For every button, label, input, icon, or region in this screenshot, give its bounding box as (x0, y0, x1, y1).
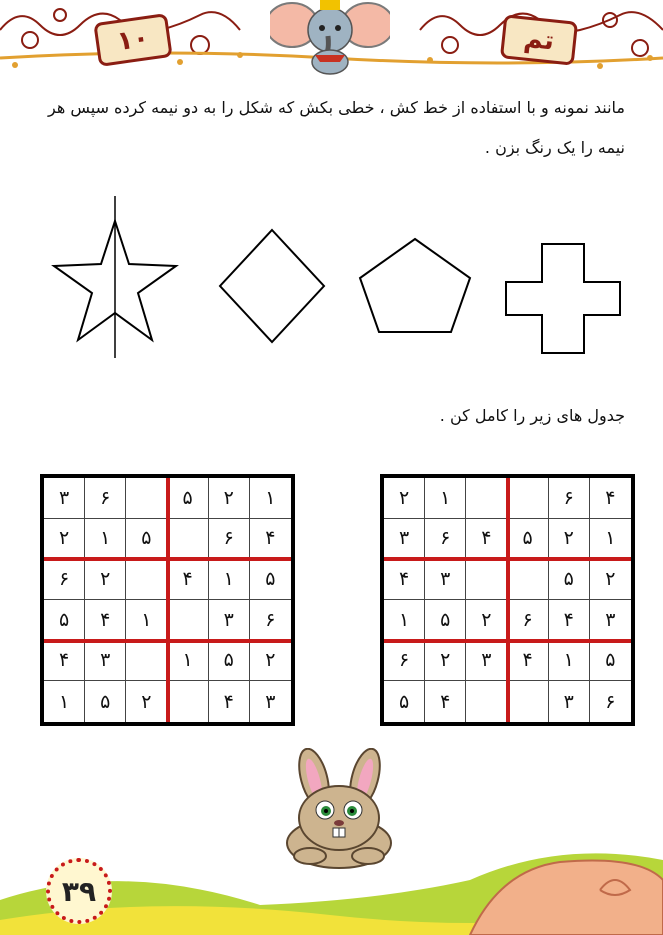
task1-instruction-line1: مانند نمونه و با استفاده از خط کش ، خطی بکش که شکل را به دو نیمه کرده سپس هر (47, 98, 625, 117)
sudoku-cell[interactable]: ۵ (425, 600, 466, 641)
sudoku-cell[interactable]: ۲ (44, 519, 85, 560)
sudoku-cell[interactable]: ۳ (425, 559, 466, 600)
sudoku-cell[interactable]: ۳ (85, 641, 126, 682)
star-shape[interactable] (54, 196, 176, 358)
sudoku-cell[interactable] (508, 681, 549, 722)
sudoku-cell[interactable]: ۲ (384, 478, 425, 519)
sudoku-cell[interactable]: ۵ (85, 681, 126, 722)
grid-divider-vertical (166, 478, 170, 722)
sudoku-cell[interactable]: ۱ (209, 559, 250, 600)
sudoku-grid-left (40, 474, 295, 726)
sudoku-cell[interactable]: ۶ (384, 641, 425, 682)
sudoku-cell[interactable]: ۶ (209, 519, 250, 560)
sudoku-cell[interactable]: ۵ (549, 559, 590, 600)
task2-instruction: جدول های زیر را کامل کن . (439, 406, 625, 425)
sudoku-cell[interactable]: ۱ (250, 478, 291, 519)
sudoku-cell[interactable]: ۲ (85, 559, 126, 600)
sudoku-cell[interactable]: ۴ (209, 681, 250, 722)
sudoku-cell[interactable] (466, 478, 507, 519)
sudoku-cell[interactable]: ۲ (209, 478, 250, 519)
sudoku-cell[interactable]: ۲ (590, 559, 631, 600)
sudoku-cell[interactable]: ۱ (384, 600, 425, 641)
sudoku-cell[interactable]: ۴ (44, 641, 85, 682)
sudoku-cell[interactable]: ۶ (250, 600, 291, 641)
sudoku-cell[interactable]: ۴ (250, 519, 291, 560)
sudoku-cell[interactable]: ۳ (384, 519, 425, 560)
sudoku-cell[interactable]: ۴ (425, 681, 466, 722)
sudoku-cell[interactable]: ۳ (44, 478, 85, 519)
sudoku-cell[interactable]: ۵ (44, 600, 85, 641)
sudoku-cell[interactable]: ۲ (126, 681, 167, 722)
sudoku-cell[interactable]: ۶ (85, 478, 126, 519)
sudoku-cell[interactable]: ۵ (209, 641, 250, 682)
sudoku-cell[interactable]: ۶ (508, 600, 549, 641)
sudoku-cell[interactable] (126, 478, 167, 519)
sudoku-cell[interactable] (508, 559, 549, 600)
sudoku-cell[interactable]: ۳ (590, 600, 631, 641)
pentagon-shape[interactable] (360, 239, 470, 332)
sudoku-cell[interactable]: ۴ (466, 519, 507, 560)
sudoku-cell[interactable] (126, 641, 167, 682)
page-number-badge: ۳۹ (46, 858, 112, 924)
diamond-shape[interactable] (220, 230, 324, 342)
sudoku-cell[interactable]: ۲ (466, 600, 507, 641)
sudoku-cell[interactable]: ۴ (85, 600, 126, 641)
sudoku-cell[interactable]: ۱ (44, 681, 85, 722)
sudoku-cell[interactable]: ۴ (590, 478, 631, 519)
grid-divider-horizontal (384, 639, 631, 643)
sudoku-cell[interactable]: ۲ (425, 641, 466, 682)
grid-divider-horizontal (44, 639, 291, 643)
sudoku-cell[interactable]: ۶ (605, 690, 616, 713)
sudoku-cell[interactable]: ۵ (384, 681, 425, 722)
sudoku-cell[interactable] (466, 559, 507, 600)
sudoku-grid-right (380, 474, 635, 726)
sudoku-cell[interactable]: ۵ (168, 478, 209, 519)
sudoku-cell[interactable]: ۲ (549, 519, 590, 560)
sudoku-cell[interactable]: ۲ (250, 641, 291, 682)
sudoku-cell[interactable]: ۴ (384, 559, 425, 600)
plus-shape[interactable] (506, 244, 620, 353)
theme-label-badge: تم (500, 14, 578, 65)
sudoku-cell[interactable]: ۱ (425, 478, 466, 519)
sudoku-cell[interactable]: ۶ (44, 559, 85, 600)
grid-divider-horizontal (384, 557, 631, 561)
sudoku-cell[interactable]: ۶ (425, 519, 466, 560)
grid-divider-horizontal (44, 557, 291, 561)
sudoku-cell[interactable]: ۱ (85, 519, 126, 560)
sudoku-cell[interactable]: ۳ (466, 641, 507, 682)
sudoku-cell[interactable]: ۱ (590, 519, 631, 560)
lesson-number-badge: ۱۰ (93, 13, 172, 67)
sudoku-cell[interactable]: ۳ (549, 681, 590, 722)
sudoku-cell[interactable] (508, 478, 549, 519)
sudoku-cell[interactable]: ۵ (250, 559, 291, 600)
sudoku-cell[interactable]: ۱ (126, 600, 167, 641)
sudoku-cell[interactable]: ۴ (549, 600, 590, 641)
sudoku-cell[interactable] (126, 559, 167, 600)
sudoku-cell[interactable]: ۳ (265, 690, 276, 713)
sudoku-cell[interactable]: ۴ (508, 641, 549, 682)
sudoku-cell[interactable]: ۵ (590, 641, 631, 682)
shapes-row (0, 190, 663, 370)
sudoku-cell[interactable] (168, 681, 209, 722)
sudoku-cell[interactable]: ۱ (168, 641, 209, 682)
sudoku-cell[interactable]: ۵ (126, 519, 167, 560)
sudoku-cell[interactable]: ۱ (549, 641, 590, 682)
sudoku-cell[interactable] (168, 519, 209, 560)
sudoku-cell[interactable]: ۵ (508, 519, 549, 560)
sudoku-cell[interactable]: ۴ (168, 559, 209, 600)
grid-divider-vertical (506, 478, 510, 722)
sudoku-cell[interactable]: ۶ (549, 478, 590, 519)
sudoku-cell[interactable]: ۳ (209, 600, 250, 641)
sudoku-cell[interactable] (466, 681, 507, 722)
elephant-mascot-icon (270, 0, 390, 75)
task1-instruction-line2: نیمه را یک رنگ بزن . (484, 138, 625, 157)
sudoku-cell[interactable] (168, 600, 209, 641)
